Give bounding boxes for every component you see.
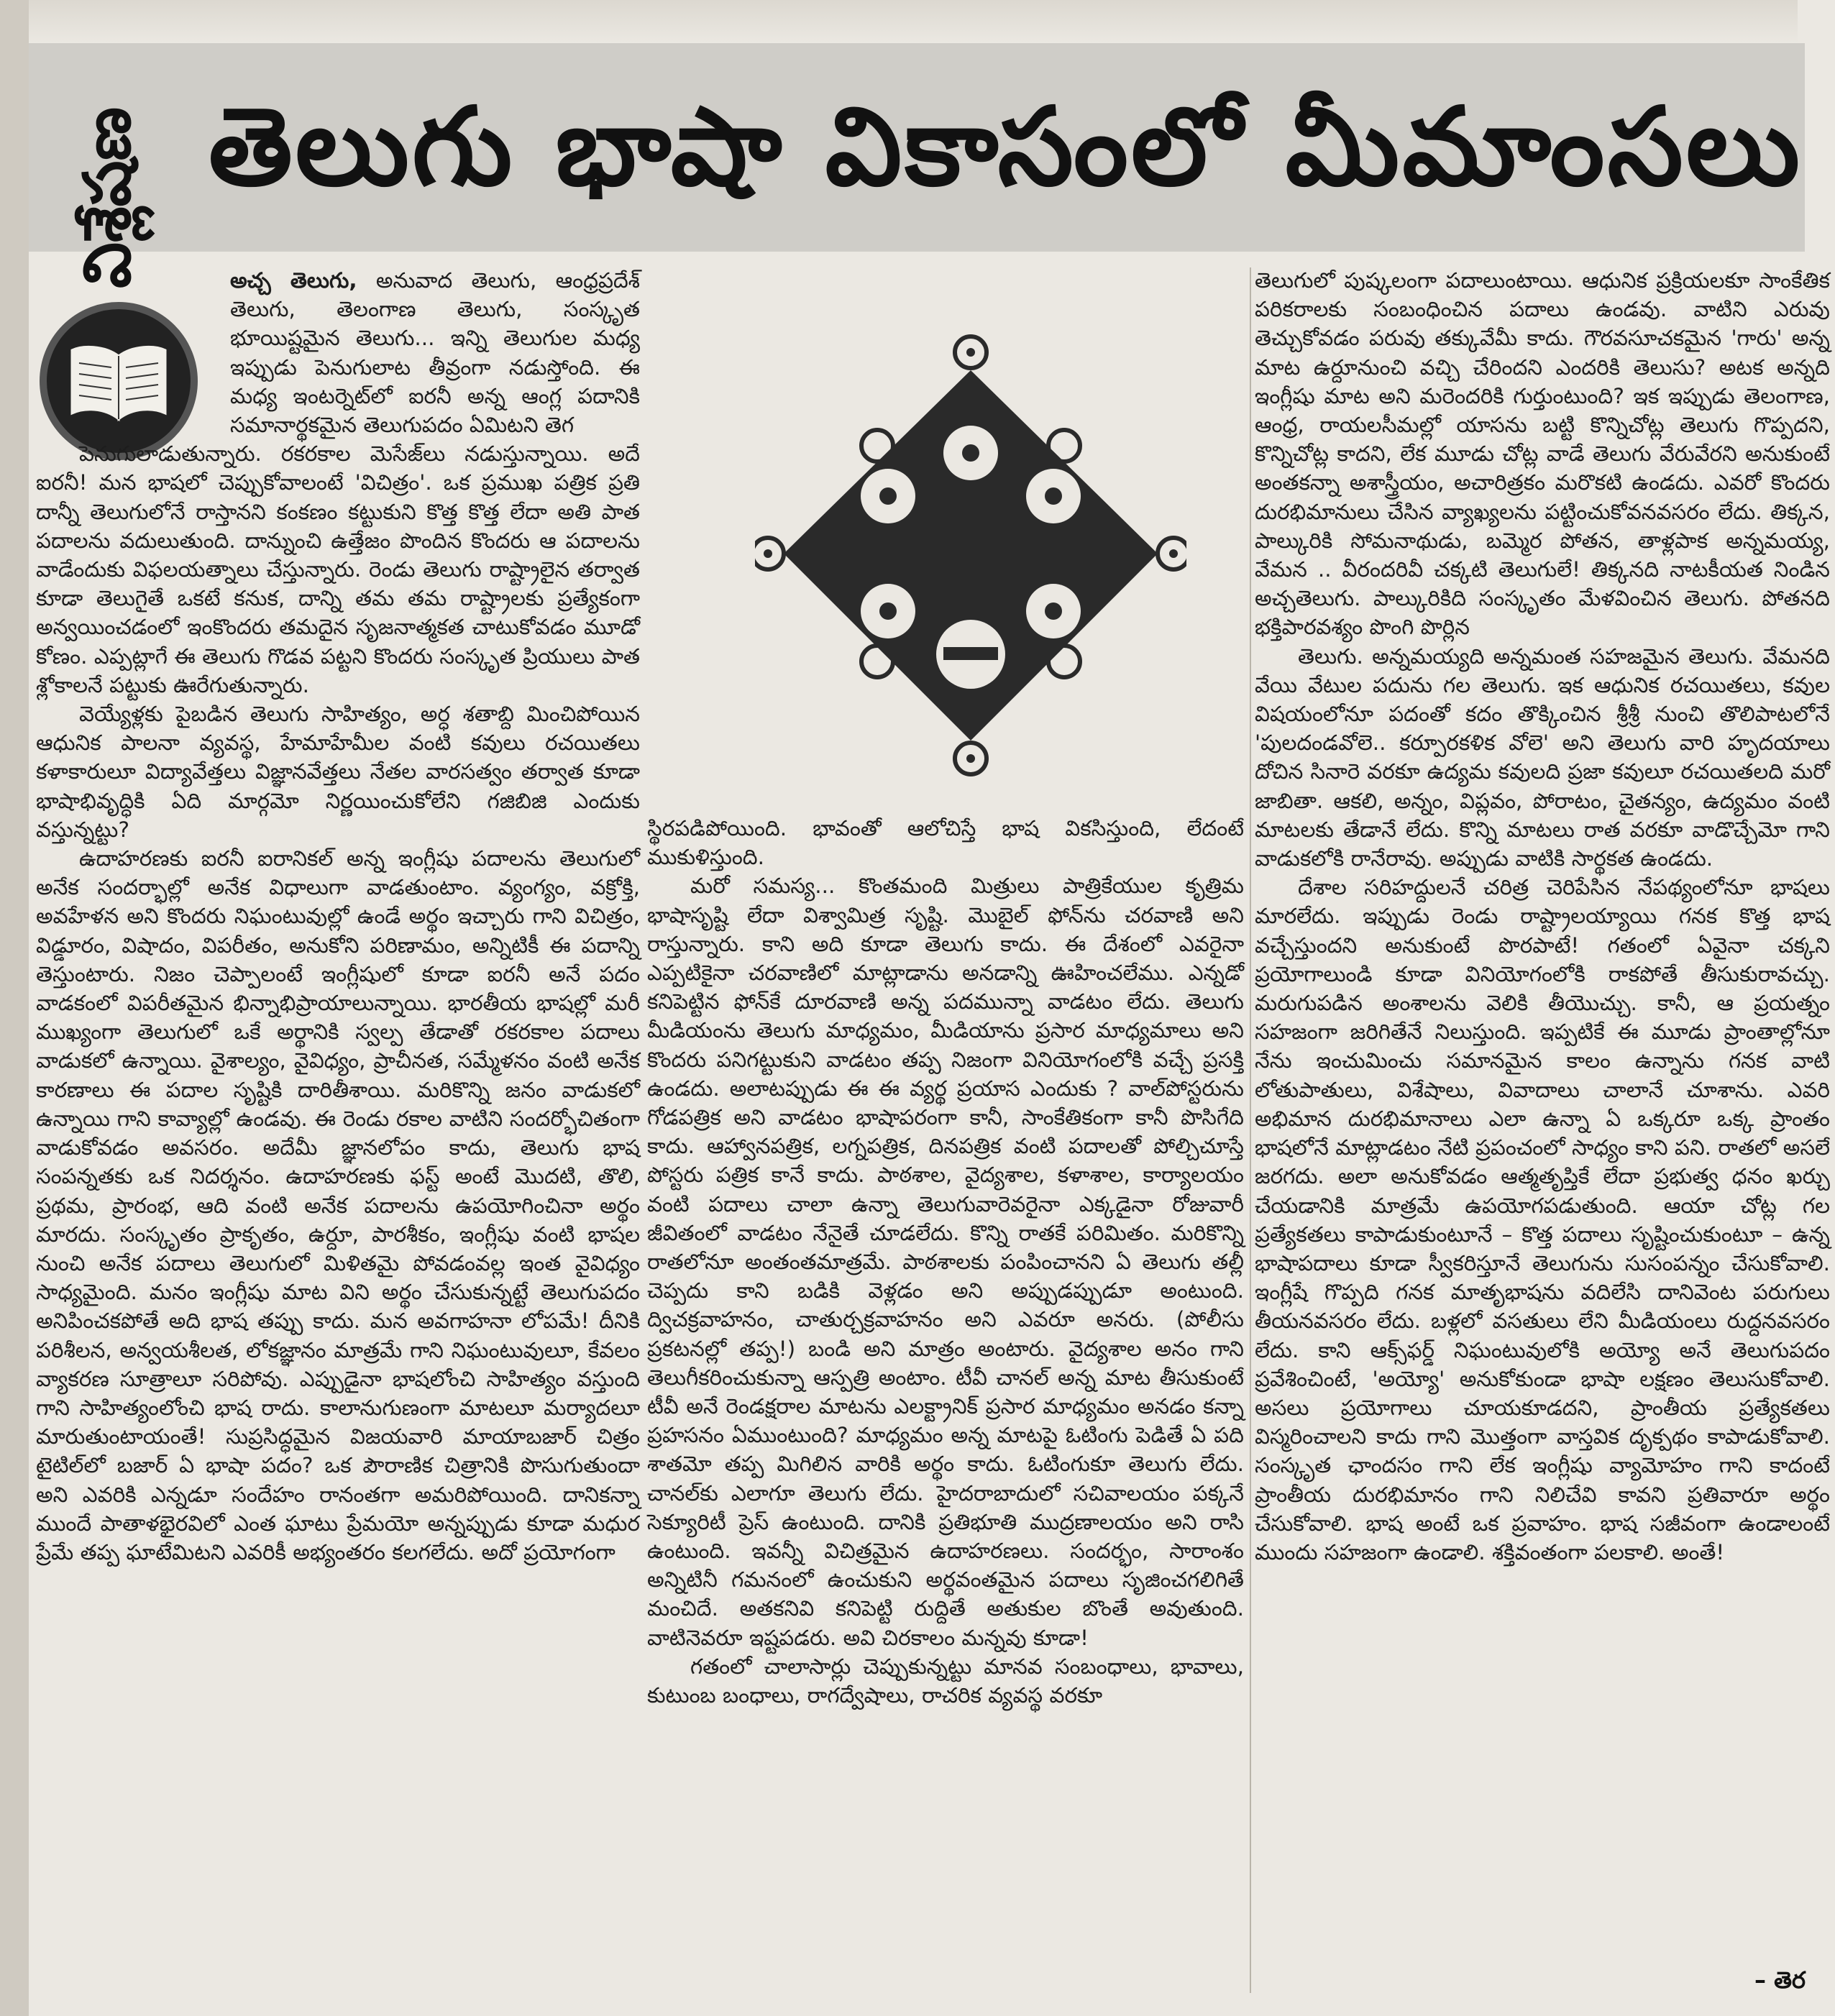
paragraph: స్థిరపడిపోయింది. భావంతో ఆలోచిస్తే భాష వికసిస్తుంది, లేదంటే ముకుళిస్తుంది. — [647, 816, 1244, 870]
paragraph: ఉదాహరణకు ఐరనీ ఐరానికల్ అన్న ఇంగ్లీషు పదాలను తెలుగులో అనేక సందర్భాల్లో అనేక విధాలుగా వాడతుంటాం. వ్యంగ్యం, వక్రోక్తి, అవహేళన అని కొందరు నిఘంటువుల్లో ఉండే అర్థం ఇచ్చారు గాని విచిత్రం, విడ్డూరం, విషాదం, విపరీతం, అనుకోని పరిణామం, అన్నిటికీ ఈ పదాన్ని తెస్తుంటారు. నిజం చెప్పాలంటే ఇంగ్లీషులో కూడా ఐరనీ అనే పదం వాడకంలో విపరీతమైన భిన్నాభిప్రాయాలున్నాయి. భారతీయ భాషల్లో మరీ ముఖ్యంగా తెలుగులో ఒకే అర్థానికి స్వల్ప తేడాతో రకరకాల పదాలు వాడుకలో ఉన్నాయి. వైశాల్యం, వైవిధ్యం, ప్రాచీనత, సమ్మేళనం వంటి అనేక కారణాలు ఈ పదాల సృష్టికి దారితీశాయి. మరికొన్ని జనం వాడుకలో ఉన్నాయి గాని కావ్యాల్లో ఉండవు. ఈ రెండు రకాల వాటిని సందర్భోచితంగా వాడుకోవడం అవసరం. అదేమీ జ్ఞానలోపం కాదు, తెలుగు భాష సంపన్నతకు ఒక నిదర్శనం. ఉదాహరణకు ఫస్ట్ అంటే మొదటి, తొలి, ప్రథమ, ప్రారంభ, ఆది వంటి అనేక పదాలను ఉపయోగించినా అర్థం మారదు. సంస్కృతం ప్రాకృతం, ఉర్దూ, పారశీకం, ఇంగ్లీషు వంటి భాషల నుంచి అనేక పదాలు తెలుగులో మిళితమై పోవడంవల్ల ఇంత వైవిధ్యం సాధ్యమైంది. మనం ఇంగ్లీషు మాట విని అర్థం చేసుకున్నట్టే తెలుగుపదం అనిపించకపోతే అది భాష తప్పు కాదు. మన అవగాహనా లోపమే! దీనికి పరిశీలన, అన్వయశీలత, లోకజ్ఞానం మాత్రమే గాని నిఘంటువులూ, కేవలం వ్యాకరణ సూత్రాలూ సరిపోవు. ఎప్పుడైనా భాషలోంచి సాహిత్యం వస్తుంది గాని సాహిత్యంలోంచి భాష రాదు. కాలానుగుణంగా మాటలూ మర్యాదలూ మారుతుంటాయంతే! సుప్రసిద్ధమైన విజయవారి మాయాబజార్ చిత్రం టైటిల్‌లో బజార్ ఏ భాషా పదం? ఒక పౌరాణిక చిత్రానికి పొసుగుతుందా అని ఎవరికి ఎన్నడూ సందేహం రానంతగా అమరిపోయింది. దానికన్నా ముందే పాతాళభైరవిలో ఎంత ఘాటు ప్రేమయో అన్నప్పుడు కూడా మధుర ప్రేమే తప్ప ఘాటేమిటని ఎవరికీ అభ్యంతరం కలగలేదు. అదో ప్రయోగంగా — [36, 846, 640, 1564]
top-bleed — [29, 0, 1798, 43]
paragraph: తెలుగు. అన్నమయ్యది అన్నమంత సహజమైన తెలుగు. వేమనది వేయి వేటుల పదును గల తెలుగు. ఇక ఆధునిక రచయితలు, కవుల విషయంలోనూ పదంతో కదం తొక్కించిన శ్రీశ్రీ నుంచి తొలిపాటలోనే 'పులదండవోలె.. కర్పూరకళిక వోలె' అని తెలుగు వారి హృదయాలు దోచిన సినారె వరకూ ఉద్యమ కవులది ప్రజా కవులూ రచయితలది మరో జాబితా. ఆకలి, అన్నం, విప్లవం, పోరాటం, చైతన్యం, ఉద్యమం వంటి మాటలకు తేడానే లేదు. కొన్ని మాటలు రాత వరకూ వాడొచ్చేమో గాని వాడుకలోకి రానేరావు. అప్పుడు వాటికి సార్థకత ఉండదు. — [1255, 643, 1830, 871]
paragraph: పెనుగులాడుతున్నారు. రకరకాల మెసేజ్‌లు నడుస్తున్నాయి. అదే ఐరనీ! మన భాషలో చెప్పుకోవాలంటే 'విచిత్రం'. ఒక ప్రముఖ పత్రిక ప్రతి దాన్నీ తెలుగులోనే రాస్తానని కంకణం కట్టుకుని కొత్త కొత్త లేదా అతి పాత పదాలను వదులుతుంది. దాన్నుంచి ఉత్తేజం పొందిన కొందరు ఆ పదాలను వాడేందుకు విఫలయత్నాలు చేస్తున్నారు. రెండు తెలుగు రాష్ట్రాలైన తర్వాత కూడా తెలుగైతే ఒకటే కనుక, దాన్ని తమ తమ రాష్ట్రాలకు ప్రత్యేకంగా అన్వయించడంలో ఇంకొందరు తమదైన సృజనాత్మకత చాటుకోవడం మూడో కోణం. ఎప్పట్లాగే ఈ తెలుగు గొడవ పట్టని కొందరు సంస్కృత ప్రియులు పాత శ్లోకాలనే పట్టుకు ఊరేగుతున్నారు. — [36, 441, 640, 697]
page-title: తెలుగు భాషా వికాసంలో మీమాంసలు — [209, 85, 1803, 210]
author-byline: – తెర — [1754, 1966, 1806, 1994]
lead-text: అనువాద తెలుగు, ఆంధ్రప్రదేశ్ తెలుగు, తెలంగాణ తెలుగు, సంస్కృత భూయిష్టమైన తెలుగు... ఇన్ని తెలుగుల మధ్య ఇప్పుడు పెనుగులాట తీవ్రంగా నడుస్తోంది. ఈ మధ్య ఇంటర్నెట్‌లో ఐరనీ అన్న ఆంగ్ల పదానికి సమానార్థకమైన తెలుగుపదం ఏమిటని తెగ — [230, 268, 640, 438]
article-column-2 — [647, 814, 1244, 1710]
paragraph: దేశాల సరిహద్దులనే చరిత్ర చెరిపేసిన నేపథ్యంలోనూ భాషలు మారలేదు. ఇప్పుడు రెండు రాష్ట్రాలయ్యాయి గనక కొత్త భాష వచ్చేస్తుందని అనుకుంటే పొరపాటే! గతంలో ఏవైనా చక్కని ప్రయోగాలుండి కూడా వినియోగంలోకి రాకపోతే తీసుకురావచ్చు. మరుగుపడిన అంశాలను వెలికి తీయొచ్చు. కానీ, ఆ ప్రయత్నం సహజంగా జరిగితేనే నిలుస్తుంది. ఇప్పటికే ఈ మూడు ప్రాంతాల్లోనూ నేను ఇంచుమించు సమానమైన కాలం ఉన్నాను గనక వాటి లోతుపాతులు, విశేషాలు, వివాదాలు చాలానే చూశాను. ఎవరి అభిమాన దురభిమానాలు ఎలా ఉన్నా ఏ ఒక్కరూ ఒక్క ప్రాంతం భాషలోనే మాట్లాడటం నేటి ప్రపంచంలో సాధ్యం కాని పని. రాతలో అసలే జరగదు. అలా అనుకోవడం ఆత్మతృప్తికే లేదా ప్రభుత్వ ధనం ఖర్చు చేయడానికి మాత్రమే ఉపయోగపడుతుంది. ఆయా చోట్ల గల ప్రత్యేకతలు కాపాడుకుంటూనే – కొత్త పదాలు సృష్టించుకుంటూ – ఉన్న భాషాపదాలు కూడా స్వీకరిస్తూనే తెలుగును సుసంపన్నం చేసుకోవాలి. ఇంగ్లీషే గొప్పది గనక మాతృభాషను వదిలేసి దానివెంట పరుగులు తీయనవసరం లేదు. బళ్లలో వసతులు లేని మీడియంలు రుద్దనవసరం లేదు. కాని ఆక్స్‌ఫర్డ్ నిఘంటువులోకి అయ్యో అనే తెలుగుపదం ప్రవేశించింటే, 'అయ్యో' అనుకోకుండా భాషా లక్షణం తెలుసుకోవాలి. అసలు ప్రయోగాలు చూయకూడదని, ప్రాంతీయ ప్రత్యేకతలు విస్మరించాలని కాదు గాని మొత్తంగా వాస్తవిక దృక్పథం కాపాడుకోవాలి. సంస్కృత ఛాందసం గాని లేక ఇంగ్లీషు వ్యామోహం గాని కాదంటే ప్రాంతీయ దురభిమానం గాని నిలిచేవి కావని ప్రతివారూ అర్థం చేసుకోవాలి. భాష అంటే ఒక ప్రవాహం. భాష సజీవంగా ఉండాలంటే ముందు సహజంగా ఉండాలి. శక్తివంతంగా పలకాలి. అంతే! — [1255, 875, 1830, 1564]
lead-phrase: అచ్చ తెలుగు, — [230, 268, 357, 293]
page-edge — [0, 0, 29, 2016]
paragraph: గతంలో చాలాసార్లు చెప్పుకున్నట్టు మానవ సంబంధాలు, భావాలు, కుటుంబ బంధాలు, రాగద్వేషాలు, రాచరిక వ్యవస్థ వరకూ — [647, 1654, 1244, 1708]
article-column-1 — [36, 266, 640, 1567]
paragraph: మరో సమస్య... కొంతమంది మిత్రులు పాత్రికేయుల కృత్రిమ భాషాసృష్టి లేదా విశ్వామిత్ర సృష్టి. మొబైల్ ఫోన్‌ను చరవాణి అని రాస్తున్నారు. కాని అది కూడా తెలుగు కాదు. ఈ దేశంలో ఎవరైనా ఎప్పటికైనా చరవాణిలో మాట్లాడాను అనడాన్ని ఊహించలేము. ఎన్నడో కనిపెట్టిన ఫోన్‌కే దూరవాణి అన్న పదమున్నా వాడటం లేదు. తెలుగు మీడియంను తెలుగు మాధ్యమం, మీడియాను ప్రసార మాధ్యమాలు అని కొందరు పనిగట్టుకుని వాడటం తప్ప నిజంగా వినియోగంలోకి వచ్చే ప్రసక్తి ఉండదు. అలాటప్పుడు ఈ ఈ వ్యర్థ ప్రయాస ఎందుకు ? వాల్‌పోస్టరును గోడపత్రిక అని వాడటం భాషాపరంగా కానీ, సాంకేతికంగా కానీ పొసిగేది కాదు. ఆహ్వానపత్రిక, లగ్నపత్రిక, దినపత్రిక వంటి పదాలతో పోల్చిచూస్తే పోస్టరు పత్రిక కానే కాదు. పాఠశాల, వైద్యశాల, కళాశాల, కార్యాలయం వంటి పదాలు చాలా ఉన్నా తెలుగువారెవరైనా ఎక్కడైనా రోజువారీ జీవితంలో వాడటం నేనైతే చూడలేదు. కొన్ని రాతకే పరిమితం. మరికొన్ని రాతలోనూ అంతంతమాత్రమే. పాఠశాలకు పంపించానని ఏ తెలుగు తల్లీ చెప్పదు కాని బడికి వెళ్లడం అని అప్పుడప్పుడూ అంటుంది. ద్విచక్రవాహనం, చాతుర్చక్రవాహనం అని ఎవరూ అనరు. (పోలీసు ప్రకటనల్లో తప్ప!) బండి అని మాత్రం అంటారు. వైద్యశాల అనం గాని తెలుగీకరించుకున్నా ఆస్పత్రి అంటాం. టీవీ చానల్ అన్న మాట తీసుకుంటే టీవీ అనే రెండక్షరాల మాటను ఎలక్ట్రానిక్ ప్రసార మాధ్యమం అనడం కన్నా ప్రహసనం ఏముంటుంది? మాధ్యమం అన్న మాటపై ఓటింగు పెడితే ఏ పది శాతమో తప్ప మిగిలిన వారికి అర్థం కాదు. ఓటింగుకూ తెలుగు లేదు. చానల్‌కు ఎలాగూ తెలుగు లేదు. హైదరాబాదులో సచివాలయం పక్కనే సెక్యూరిటీ ప్రెస్ ఉంటుంది. దానికి ప్రతిభూతి ముద్రణాలయం అని రాసి ఉంటుంది. ఇవన్నీ విచిత్రమైన ఉదాహరణలు. సందర్భం, సారాంశం అన్నిటినీ గమనంలో ఉంచుకుని అర్థవంతమైన పదాలు సృజించగలిగితే మంచిదే. అతకనివి కనిపెట్టి రుద్దితే అతుకుల బొంతే అవుతుంది. వాటినెవరూ ఇష్టపడరు. అవి చిరకాలం మన్నవు కూడా! — [647, 874, 1244, 1650]
paragraph: వెయ్యేళ్లకు పైబడిన తెలుగు సాహిత్యం, అర్ధ శతాబ్ది మించిపోయిన ఆధునిక పాలనా వ్యవస్థ, హేమాహేమీల వంటి కవులు రచయితలు కళాకారులూ విద్యావేత్తలు విజ్ఞానవేత్తలు నేతల వారసత్వం తర్వాత కూడా భాషాభివృద్ధికి ఏది మార్గమో నిర్ణయించుకోలేని గజిబిజి ఎందుకు వస్తున్నట్టు? — [36, 702, 640, 842]
lead-paragraph — [230, 266, 640, 439]
kolam-ornament — [755, 309, 1186, 798]
paragraph: తెలుగులో పుష్కలంగా పదాలుంటాయి. ఆధునిక ప్రక్రియలకూ సాంకేతిక పరికరాలకు సంబంధించిన పదాలు ఉండవు. వాటిని ఎరువు తెచ్చుకోవడం పరువు తక్కువేమీ కాదు. గౌరవసూచకమైన 'గారు' అన్న మాట ఉర్దూనుంచి వచ్చి చేరిందని ఎందరికి తెలుసు? అటక అన్నది ఇంగ్లీషు మాట అని మరెందరికి గుర్తుంటుంది? ఇక ఇప్పుడు తెలంగాణ, ఆంధ్ర, రాయలసీమల్లో యాసను బట్టి కొన్నిచోట్ల తెలుగు గొప్పదని, కొన్నిచోట్ల కాదని, లేక మూడు చోట్ల వాడే తెలుగు వేరువేరని అనుకుంటే అంతకన్నా అశాస్త్రీయం, అచారిత్రకం మరొకటి ఉండదు. ఎవరో కొందరు దురభిమానులు చేసిన వ్యాఖ్యలను పట్టించుకోవనవసరం లేదు. తిక్కన, పాల్కురికి సోమనాథుడు, బమ్మెర పోతన, తాళ్లపాక అన్నమయ్య, వేమన .. వీరందరివీ చక్కటి తెలుగులే! తిక్కనది నాటకీయత నిండిన అచ్చతెలుగు. పాల్కురికిది సంస్కృతం మేళవించిన తెలుగు. పోతనది భక్తిపారవశ్యం పొంగి పొర్లిన — [1255, 268, 1830, 640]
section-label: విశ్లేషణ — [70, 107, 145, 288]
column-divider — [1250, 267, 1251, 1993]
article-column-3 — [1255, 266, 1830, 1567]
